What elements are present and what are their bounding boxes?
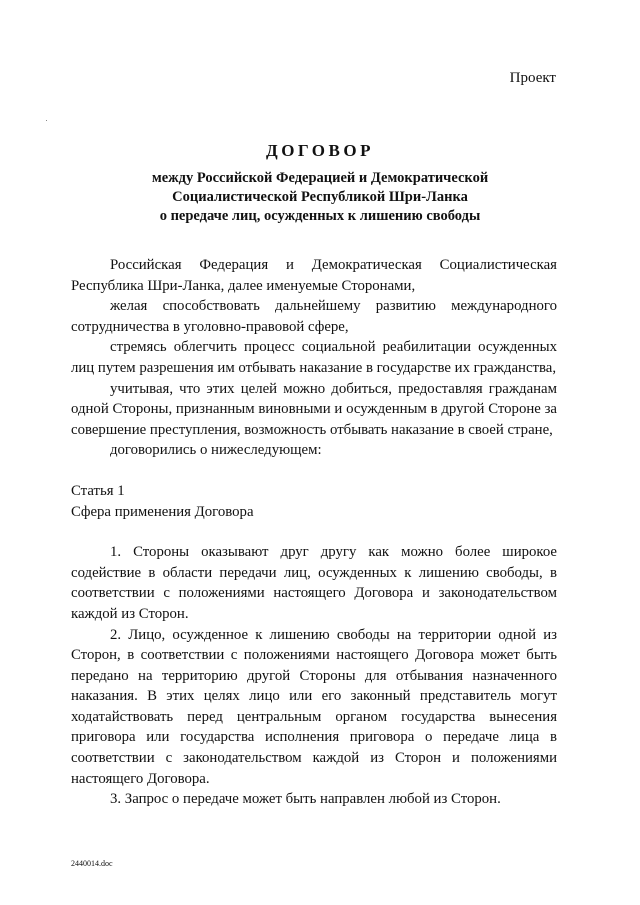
- spacer: [71, 522, 557, 542]
- article-paragraph: 1. Стороны оказывают друг другу как можно более широкое содействие в области передачи лиц, осужденных к лишению свободы, в соответствии с положениями настоящего Договора и законодательством каждой из Сторон.: [71, 544, 557, 622]
- preamble-paragraph: договорились о нижеследующем:: [110, 442, 322, 459]
- preamble-paragraph: учитывая, что этих целей можно добиться, предоставляя гражданам одной Стороны, признанным виновными и осужденным в другой Стороне за совершение преступления, возможность отбывать наказание в своей стране,: [71, 380, 557, 438]
- preamble-paragraph: Российская Федерация и Демократическая Социалистическая Республика Шри-Ланка, далее именуемые Сторонами,: [71, 257, 557, 294]
- article-number: Статья 1: [71, 482, 125, 499]
- footer-file-name: 2440014.doc: [71, 859, 113, 868]
- subtitle-line: Социалистической Республикой Шри-Ланка: [172, 189, 468, 205]
- draft-label: Проект: [509, 70, 556, 86]
- article-title: Сфера применения Договора: [71, 503, 254, 520]
- article-paragraph: 2. Лицо, осужденное к лишению свободы на территории одной из Сторон, в соответствии с положениями настоящего Договора может быть передано на территорию другой Стороны для отбывания назначенного наказания. В этих целях лицо или его законный представитель могут ходатайствовать перед центральным органом государства вынесения приговора или государства исполнения приговора о передаче лица в соответствии с законодательством каждой из Сторон и положениями настоящего Договора.: [71, 626, 557, 787]
- article-paragraph: 3. Запрос о передаче может быть направлен любой из Сторон.: [110, 791, 501, 808]
- document-title: ДОГОВОР: [266, 141, 374, 160]
- document-subtitle: [0, 169, 640, 226]
- scan-artifact-dot: [46, 120, 47, 121]
- title-block: [0, 141, 640, 226]
- subtitle-line: между Российской Федерацией и Демократической: [151, 170, 489, 186]
- preamble-paragraph: желая способствовать дальнейшему развитию международного сотрудничества в уголовно-правовой сфере,: [71, 298, 557, 335]
- document-body: [71, 255, 557, 810]
- subtitle-line: о передаче лиц, осужденных к лишению свободы: [159, 208, 481, 224]
- preamble-paragraph: стремясь облегчить процесс социальной реабилитации осужденных лиц путем разрешения им отбывать наказание в государстве их гражданства,: [71, 339, 557, 376]
